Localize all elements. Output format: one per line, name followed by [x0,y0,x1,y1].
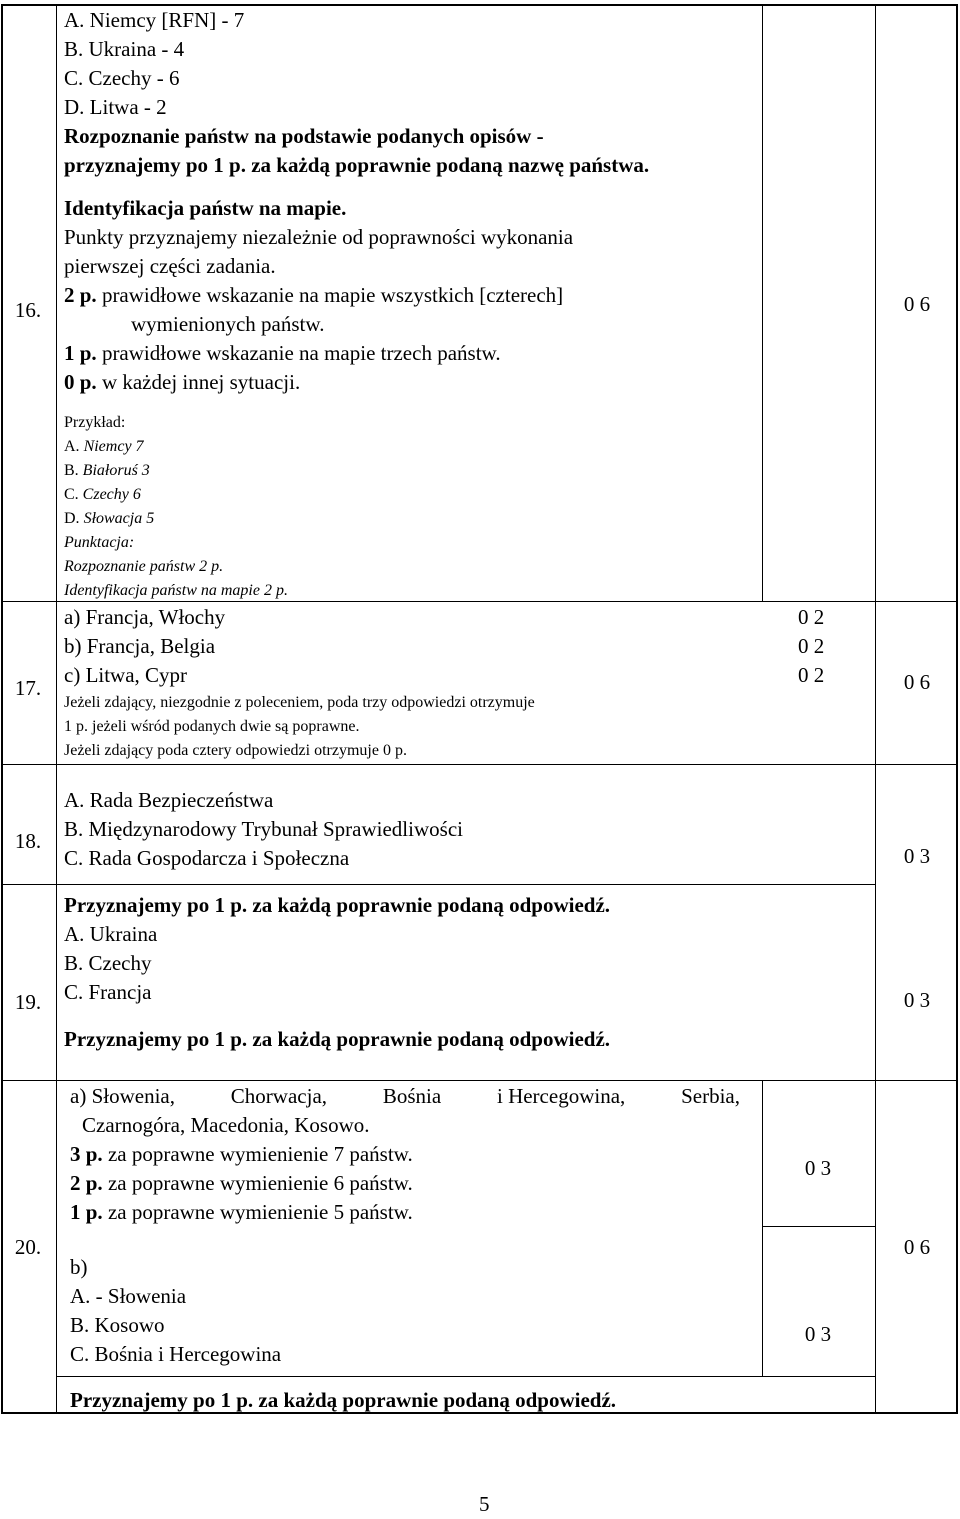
question-number-16: 16. [14,298,42,322]
answer-line: C. Rada Gospodarcza i Społeczna [64,846,350,870]
answer-line: C. Francja [64,980,152,1004]
answer-row: a) Francja, Włochy [64,605,226,629]
scoring-item-cont: wymienionych państw. [131,312,325,336]
text-line: Punkty przyznajemy niezależnie od poprawności wykonania [64,225,574,249]
q20-a-line1 [70,1082,740,1111]
scoring-item: 0 p. w każdej innej sytuacji. [64,370,301,394]
scoring-rule: Przyznajemy po 1 p. za każdą poprawnie podaną odpowiedź. [64,1027,611,1051]
scoring-item: 1 p. prawidłowe wskazanie na mapie trzech państw. [64,341,501,365]
note-line: Jeżeli zdający poda cztery odpowiedzi otrzymuje 0 p. [64,742,407,759]
q16-answers [64,6,649,180]
example-item: A. Niemcy 7 [64,438,144,455]
answer-line: B. Międzynarodowy Trybunał Sprawiedliwości [64,817,463,841]
scoring-rule: Przyznajemy po 1 p. za każdą poprawnie podaną odpowiedź. [70,1388,617,1412]
answer-line: C. Bośnia i Hercegowina [70,1342,282,1366]
answer-line: B. Ukraina - 4 [64,37,185,61]
scoring-item: 2 p. za poprawne wymienienie 6 państw. [70,1171,413,1195]
word: i Hercegowina, [496,1084,626,1108]
sub-points-20b: 0 3 [804,1322,832,1346]
text-line: Czarnogóra, Macedonia, Kosowo. [82,1113,370,1137]
answer-line: C. Czechy - 6 [64,66,180,90]
q16-example [64,411,288,603]
section-heading: Identyfikacja państw na mapie. [64,196,347,220]
question-points-19: 0 3 [903,988,931,1012]
answer-line: D. Litwa - 2 [64,95,167,119]
question-number-20: 20. [14,1235,42,1259]
word: Bośnia [382,1084,442,1108]
example-item: B. Białoruś 3 [64,462,150,479]
example-scoring: Identyfikacja państw na mapie 2 p. [64,582,288,599]
q19-answers [64,920,157,1007]
sub-divider-20-bottom [57,1376,875,1377]
scoring-rule: Przyznajemy po 1 p. za każdą poprawnie podaną odpowiedź. [64,893,611,917]
question-points-18: 0 3 [903,844,931,868]
table-divider-number [56,4,57,1414]
scoring-item: 2 p. prawidłowe wskazanie na mapie wszystkich [czterech] [64,283,564,307]
answer-line: B. Czechy [64,951,152,975]
scoring-rule: przyznajemy po 1 p. za każdą poprawnie podaną nazwę państwa. [64,153,650,177]
answer-row: c) Litwa, Cypr [64,663,188,687]
sub-divider-20 [762,1226,875,1227]
example-label: Przykład: [64,414,126,431]
note-line: 1 p. jeżeli wśród podanych dwie są poprawne. [64,718,360,735]
question-points-16: 0 6 [903,292,931,316]
text-line: pierwszej części zadania. [64,254,276,278]
answer-row-points: 0 2 [798,634,825,658]
question-number-17: 17. [14,676,42,700]
scoring-rule: Rozpoznanie państw na podstawie podanych opisów - [64,124,544,148]
question-number-18: 18. [14,829,42,853]
scoring-item: 1 p. za poprawne wymienienie 5 państw. [70,1200,413,1224]
example-scoring: Rozpoznanie państw 2 p. [64,558,224,575]
table-border-right [956,4,958,1414]
answer-row: b) Francja, Belgia [64,634,216,658]
q18-answers [64,786,463,873]
answer-line: A. - Słowenia [70,1284,187,1308]
word: Chorwacja, [230,1084,328,1108]
table-divider-subpoints [762,4,763,602]
q17-notes [64,691,535,763]
table-divider-points [875,4,876,1414]
table-border-left [1,4,3,1414]
answer-row-points: 0 2 [798,663,825,687]
note-line: Jeżeli zdający, niezgodnie z poleceniem, poda trzy odpowiedzi otrzymuje [64,694,535,711]
word: a) Słowenia, [70,1084,175,1108]
q20-a-body [70,1111,413,1227]
example-scoring-label: Punktacja: [64,534,135,551]
question-points-17: 0 6 [903,670,931,694]
answer-line: A. Niemcy [RFN] - 7 [64,8,245,32]
answer-line: B. Kosowo [70,1313,165,1337]
example-item: D. Słowacja 5 [64,510,155,527]
answer-line: A. Ukraina [64,922,158,946]
question-points-20: 0 6 [903,1235,931,1259]
word: Serbia, [681,1084,740,1108]
row-divider-18-19 [1,884,876,885]
row-divider-19-20 [1,1080,958,1081]
section-label: b) [70,1255,88,1279]
row-divider-17-18 [1,764,958,765]
scoring-item: 3 p. za poprawne wymienienie 7 państw. [70,1142,413,1166]
answer-row-points: 0 2 [798,605,825,629]
sub-points-20a: 0 3 [804,1156,832,1180]
question-number-19: 19. [14,990,42,1014]
q20-b-body [70,1253,281,1369]
answer-line: A. Rada Bezpieczeństwa [64,788,274,812]
q16-map-identification [64,194,573,397]
example-item: C. Czechy 6 [64,486,141,503]
page-number: 5 [479,1492,490,1516]
